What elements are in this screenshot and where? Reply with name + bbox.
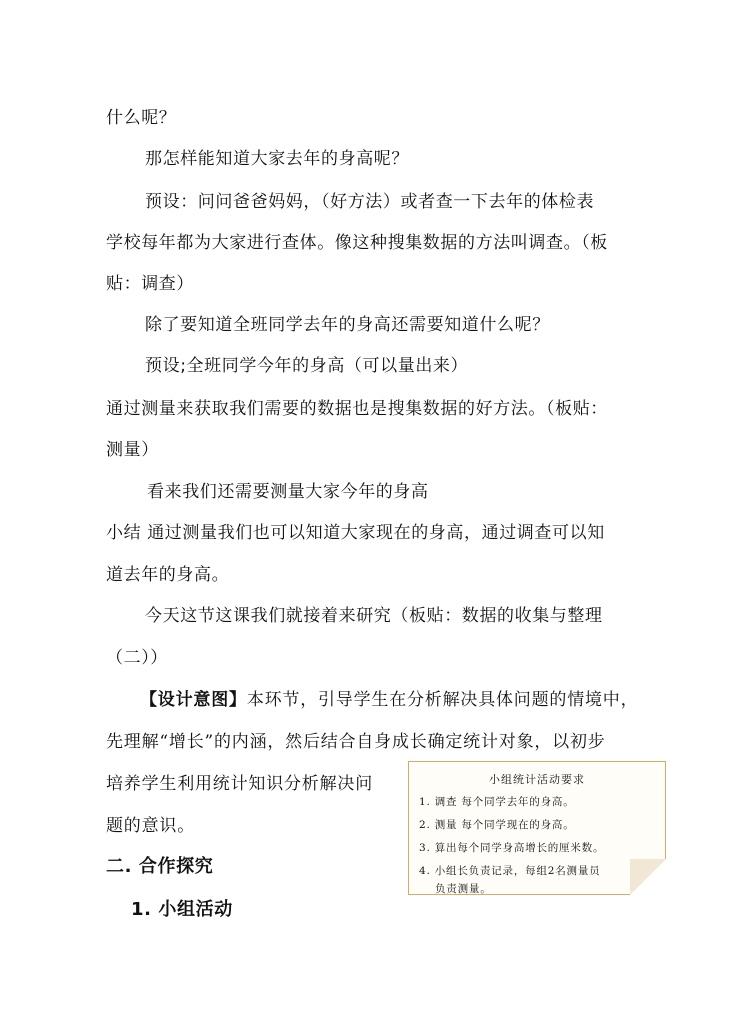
note-title: 小组统计活动要求 [489, 773, 585, 786]
design-intent-label: 【设计意图】 [140, 690, 247, 710]
paragraph-line: 什么呢？ [106, 108, 177, 128]
paragraph-line: 预设：问问爸爸妈妈，（好方法）或者查一下去年的体检表 [145, 192, 595, 212]
design-intent-line: 先理解“增长”的内涵，然后结合自身成长确定统计对象，以初步 [106, 732, 606, 752]
note-item: 4. 小组长负责记录，每组2名测量员 [419, 865, 601, 877]
section-heading: 二. 合作探究 [106, 856, 214, 877]
paragraph-line: 道去年的身高。 [106, 565, 230, 585]
paragraph-line: 学校每年都为大家进行查体。像这种搜集数据的方法叫调查。（板 [106, 233, 608, 253]
paragraph-line: 看来我们还需要测量大家今年的身高 [147, 482, 429, 502]
design-intent-line: 培养学生利用统计知识分析解决问 [106, 774, 373, 794]
design-intent-text: 本环节，引导学生在分析解决具体问题的情境中， [246, 690, 639, 710]
paragraph-line: 通过测量来获取我们需要的数据也是搜集数据的好方法。（板贴： [106, 399, 608, 419]
paragraph-line: 贴：调查） [106, 274, 194, 294]
folded-corner [630, 859, 666, 895]
paragraph-line: 除了要知道全班同学去年的身高还需要知道什么呢？ [145, 315, 550, 335]
paragraph-line: 测量） [106, 440, 159, 460]
activity-requirements-note [408, 761, 666, 895]
note-item: 1. 调查 每个同学去年的身高。 [419, 796, 575, 808]
paragraph-line: 预设;全班同学今年的身高（可以量出来） [145, 356, 469, 376]
note-item: 负责测量。 [435, 883, 492, 895]
subsection-heading: 1. 小组活动 [131, 899, 233, 920]
note-item: 3. 算出每个同学身高增长的厘米数。 [419, 842, 605, 854]
paragraph-line: 那怎样能知道大家去年的身高呢？ [145, 149, 409, 169]
design-intent-first-line [140, 688, 638, 712]
paragraph-line: 小结 通过测量我们也可以知道大家现在的身高，通过调查可以知 [106, 523, 605, 543]
design-intent-line: 题的意识。 [106, 816, 195, 836]
note-item: 2. 测量 每个同学现在的身高。 [419, 819, 575, 831]
paragraph-line: 今天这节这课我们就接着来研究（板贴：数据的收集与整理 [145, 606, 603, 626]
paragraph-line: （二）） [106, 648, 168, 668]
